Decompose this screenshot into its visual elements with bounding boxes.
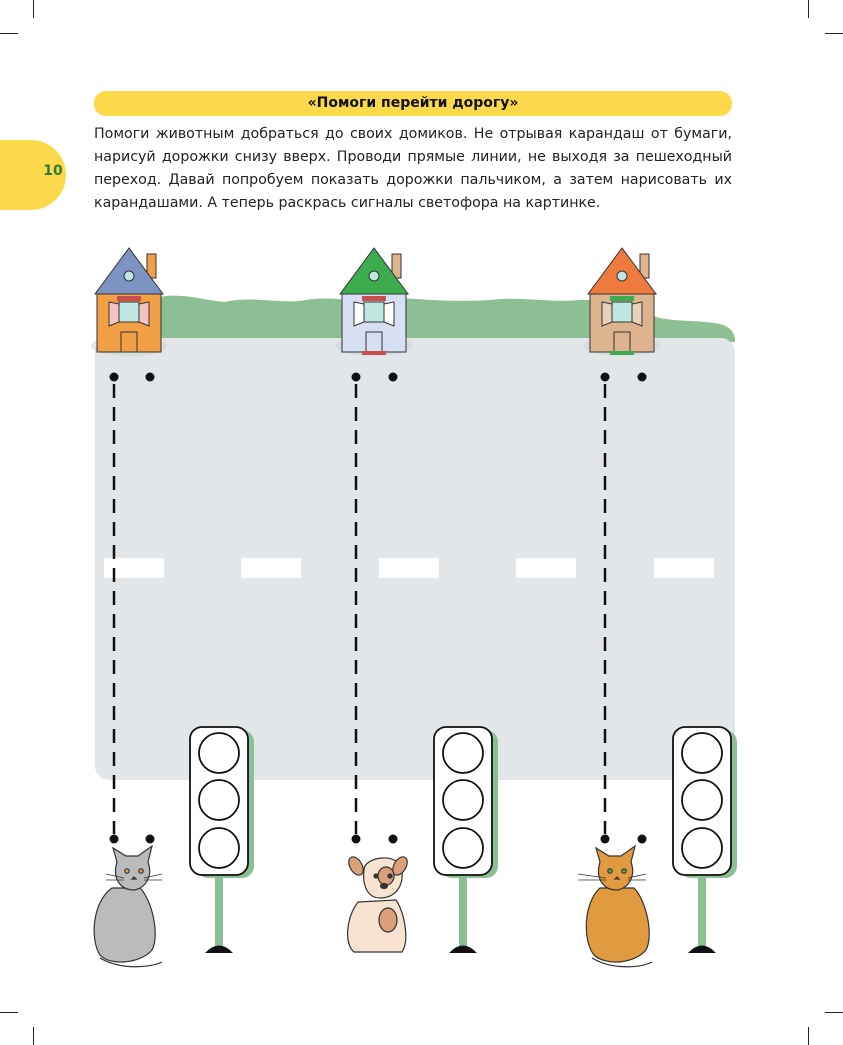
ginger-cat <box>578 846 652 967</box>
traffic-light-2 <box>434 727 498 953</box>
gray-cat <box>94 846 162 967</box>
instructions-text: Помоги животным добраться до своих домиков. Не отрывая карандаш от бумаги, нарисуй дорожки снизу вверх. Проводи прямые линии, не выходя за пешеходный переход. Давай попробуем показать дорожки пальчиком, а затем нарисовать их карандашами. А теперь раскрась сигналы светофора на картинке. <box>94 126 732 211</box>
orange-roof-house <box>584 248 660 356</box>
blue-roof-house <box>91 248 167 356</box>
green-roof-house <box>336 248 412 356</box>
traffic-light-3 <box>673 727 737 953</box>
traffic-light-1 <box>190 727 254 953</box>
page-number: 10 <box>43 163 63 179</box>
puppy <box>346 854 410 952</box>
exercise-title: «Помоги перейти дорогу» <box>94 91 732 116</box>
